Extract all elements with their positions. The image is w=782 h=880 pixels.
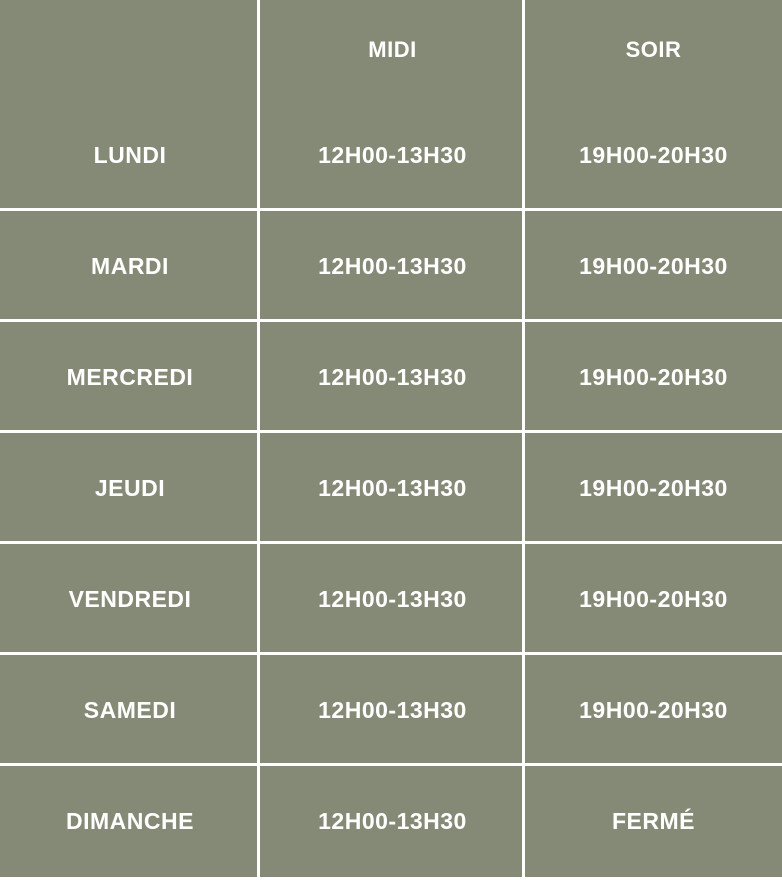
soir-hours-cell: 19H00-20H30 [525,211,782,322]
table-row [0,100,782,211]
table-row [0,433,782,544]
table-row [0,766,782,877]
column-header-midi: MIDI [260,0,525,100]
day-label: LUNDI [0,100,260,211]
midi-hours-cell: 12H00-13H30 [260,211,525,322]
midi-hours-cell: 12H00-13H30 [260,544,525,655]
table-header [0,0,782,100]
midi-hours-cell: 12H00-13H30 [260,100,525,211]
soir-hours-cell: 19H00-20H30 [525,655,782,766]
day-label: JEUDI [0,433,260,544]
column-header-day [0,0,260,100]
day-label: SAMEDI [0,655,260,766]
soir-hours-cell: FERMÉ [525,766,782,877]
table-row [0,544,782,655]
day-label: DIMANCHE [0,766,260,877]
midi-hours-cell: 12H00-13H30 [260,766,525,877]
soir-hours-cell: 19H00-20H30 [525,544,782,655]
day-label: MERCREDI [0,322,260,433]
table-row [0,655,782,766]
midi-hours-cell: 12H00-13H30 [260,433,525,544]
day-label: MARDI [0,211,260,322]
soir-hours-cell: 19H00-20H30 [525,433,782,544]
column-header-soir: SOIR [525,0,782,100]
midi-hours-cell: 12H00-13H30 [260,655,525,766]
table-body [0,100,782,877]
header-row [0,0,782,100]
day-label: VENDREDI [0,544,260,655]
table-row [0,322,782,433]
soir-hours-cell: 19H00-20H30 [525,100,782,211]
soir-hours-cell: 19H00-20H30 [525,322,782,433]
midi-hours-cell: 12H00-13H30 [260,322,525,433]
table-row [0,211,782,322]
